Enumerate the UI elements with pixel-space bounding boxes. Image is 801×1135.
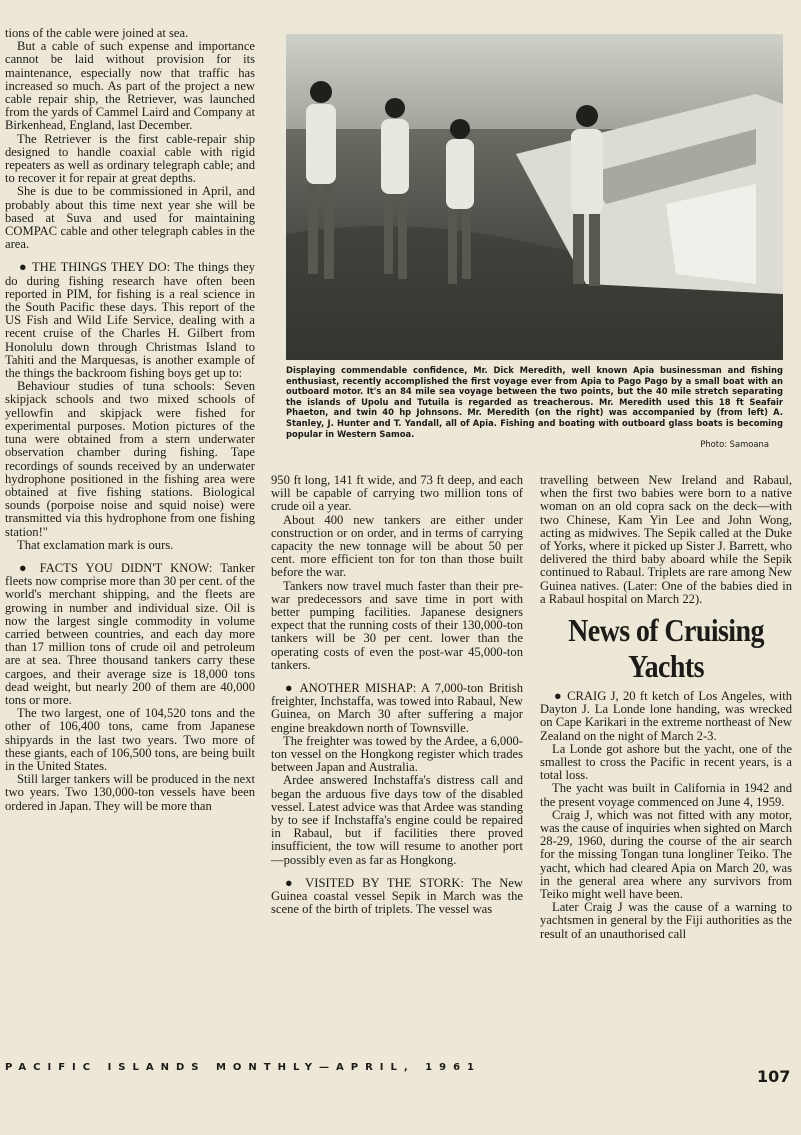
paragraph: tions of the cable were joined at sea.	[5, 26, 189, 40]
section-paragraph: ● VISITED BY THE STORK: The New Guinea coastal vessel Sepik in March was the scene of the birth of triplets. The vessel was	[271, 875, 523, 917]
photo-image	[286, 34, 783, 360]
paragraph: La Londe got ashore but the yacht, one of the smallest to cross the Pacific in recent years, is a total loss.	[540, 741, 792, 783]
caption-text: Displaying commendable confidence, Mr. Dick Meredith, well known Apia businessman and fishing enthusiast, recently accomplished the first voyage ever from Apia to Pago Pago by a small boat with an outboard motor. It's an 84 mile sea voyage between the two points, but the 40 mile stretch separating the islands of Upolu and Tutuila is regarded as treacherous. Mr. Meredith used this 18 ft Seafair Phaeton, and twin 40 hp Johnsons. Mr. Meredith (on the right) was accompanied by (from left) A. Stanley, J. Hunter and T. Yandall, all of Apia. Fishing and boating with outboard glass boats is becoming popular in Western Samoa.	[286, 365, 783, 439]
paragraph: Ardee answered Inchstaffa's distress call and began the arduous five days tow of the disabled vessel. Latest advice was that Ardee was standing by to see if Inchstaffa's engine could be repaired in Rabaul, but if facilities there proved insufficient, the tow will resume to another port—possibly even as far as Hongkong.	[271, 773, 523, 867]
middle-column	[271, 474, 523, 917]
section-paragraph: ● ANOTHER MISHAP: A 7,000-ton British freighter, Inchstaffa, was towed into Rabaul, New Guinea, on March 30 after suffering a major engine breakdown north of Townsville.	[271, 681, 523, 735]
photo-credit: Photo: Samoana	[700, 439, 769, 450]
paragraph: The yacht was built in California in 1942 and the present voyage commenced on June 4, 1959.	[540, 781, 792, 809]
boat-photo	[286, 34, 783, 360]
section-paragraph: ● CRAIG J, 20 ft ketch of Los Angeles, with Dayton J. La Londe lone handing, was wrecked on Cape Karikari in the extreme northeast of New Zealand on the night of March 2-3.	[540, 689, 792, 743]
paragraph: Still larger tankers will be produced in the next two years. Two 130,000-ton vessels have been ordered in Japan. They will be more than	[5, 772, 255, 813]
page-number: 107	[757, 1067, 791, 1086]
section-heading: News of Cruising Yachts	[568, 614, 764, 685]
paragraph: travelling between New Ireland and Rabaul, when the first two babies were born to a native woman on an old copra sack on the deck—with two Chinese, Kam Yin Lee and John Wong, acting as midwives. The Sepik called at the Duke of Yorks, where it picked up Sister J. Barrett, who delivered the third baby aboard while the Sepik continued to Rabaul. Triplets are rare among New Guinea natives. (Later: One of the babies died in a Rabaul hospital on March 22).	[540, 473, 792, 606]
left-column	[5, 27, 255, 813]
paragraph: Craig J, which was not fitted with any motor, was the cause of inquiries when sighted on March 28-29, 1960, during the course of the air search for the missing Tongan tuna longliner Teiko. The yacht, which had cleared Apia on March 20, was in the general area where any survivors from Teiko might well have been.	[540, 807, 792, 902]
section-paragraph: ● THE THINGS THEY DO: The things they do during fishing research have often been reported in PIM, for fishing is a real science in the South Pacific these days. This report of the US Fish and Wild Life Service, dealing with a recent cruise of the Charles H. Gilbert from Honolulu down through Christmas Island to Tahiti and the Marquesas, is another example of the things the backroom fishing boys get up to:	[5, 260, 255, 381]
section-paragraph: ● FACTS YOU DIDN'T KNOW: Tanker fleets now comprise more than 30 per cent. of the world's merchant shipping, and the fleets are growing in number and individual size. Oil is now the largest single commodity in volume carried between countries, and each day more than 17 million tons of crude oil and petroleum are at sea. Three thousand tankers carry these cargoes, and their average size is 18,000 tons dead weight, but nearly 200 of them are 40,000 tons or more.	[5, 560, 255, 707]
paragraph: But a cable of such expense and importance cannot be laid without provision for its maintenance, especially now that traffic has increased so much. As part of the project a new cable repair ship, the Retriever, was launched from the yards of Cammel Laird and Company at Birkenhead, England, last December.	[5, 39, 255, 133]
paragraph: The freighter was towed by the Ardee, a 6,000-ton vessel on the Hongkong register which trades between Japan and Australia.	[271, 733, 523, 775]
paragraph: Behaviour studies of tuna schools: Seven skipjack schools and two mixed schools of yellowfin and skipjack were fished for experimental purposes. Motion pictures of the tuna were obtained from a stern underwater observation chamber during fishing. Tape recordings of sounds received by an underwater hydrophone positioned in the fishing area were obtained at five fishing stations. Biological sounds (porpoise noise and squid noise) were transmitted via this hydrophone from one fishing station!"	[5, 379, 255, 539]
right-column	[540, 474, 792, 941]
paragraph: That exclamation mark is ours.	[17, 537, 174, 552]
photo-caption	[286, 365, 783, 450]
paragraph: Tankers now travel much faster than their pre-war predecessors and save time in port with better pumping facilities. Japanese designers expect that the running costs of their 130,000-ton tankers will be 30 per cent. lower than the operating costs of even the post-war 45,000-ton tankers.	[271, 578, 523, 672]
paragraph: The two largest, one of 104,520 tons and the other of 106,400 tons, came from Japanese shipyards in the last two years. Two more of these giants, each of 106,500 tons, are being built in the United States.	[5, 706, 255, 773]
paragraph: The Retriever is the first cable-repair ship designed to handle coaxial cable with rigid repeaters as well as ordinary telegraph cable; and to recover it for repair at great depths.	[5, 131, 255, 186]
paragraph: She is due to be commissioned in April, and probably about this time next year she will be based at Suva and used for maintaining COMPAC cable and other telegraph cables in the area.	[5, 184, 255, 252]
running-footer: PACIFIC ISLANDS MONTHLY—APRIL, 1961	[5, 1062, 482, 1073]
paragraph: About 400 new tankers are either under construction or on order, and in terms of carrying capacity the new tonnage will be about 50 per cent. more efficient ton for ton than those built before the war.	[271, 512, 523, 580]
paragraph: Later Craig J was the cause of a warning to yachtsmen in general by the Fiji authorities as the result of an unauthorised call	[540, 900, 792, 941]
paragraph: 950 ft long, 141 ft wide, and 73 ft deep, and each will be capable of carrying two million tons of crude oil a year.	[271, 473, 523, 514]
